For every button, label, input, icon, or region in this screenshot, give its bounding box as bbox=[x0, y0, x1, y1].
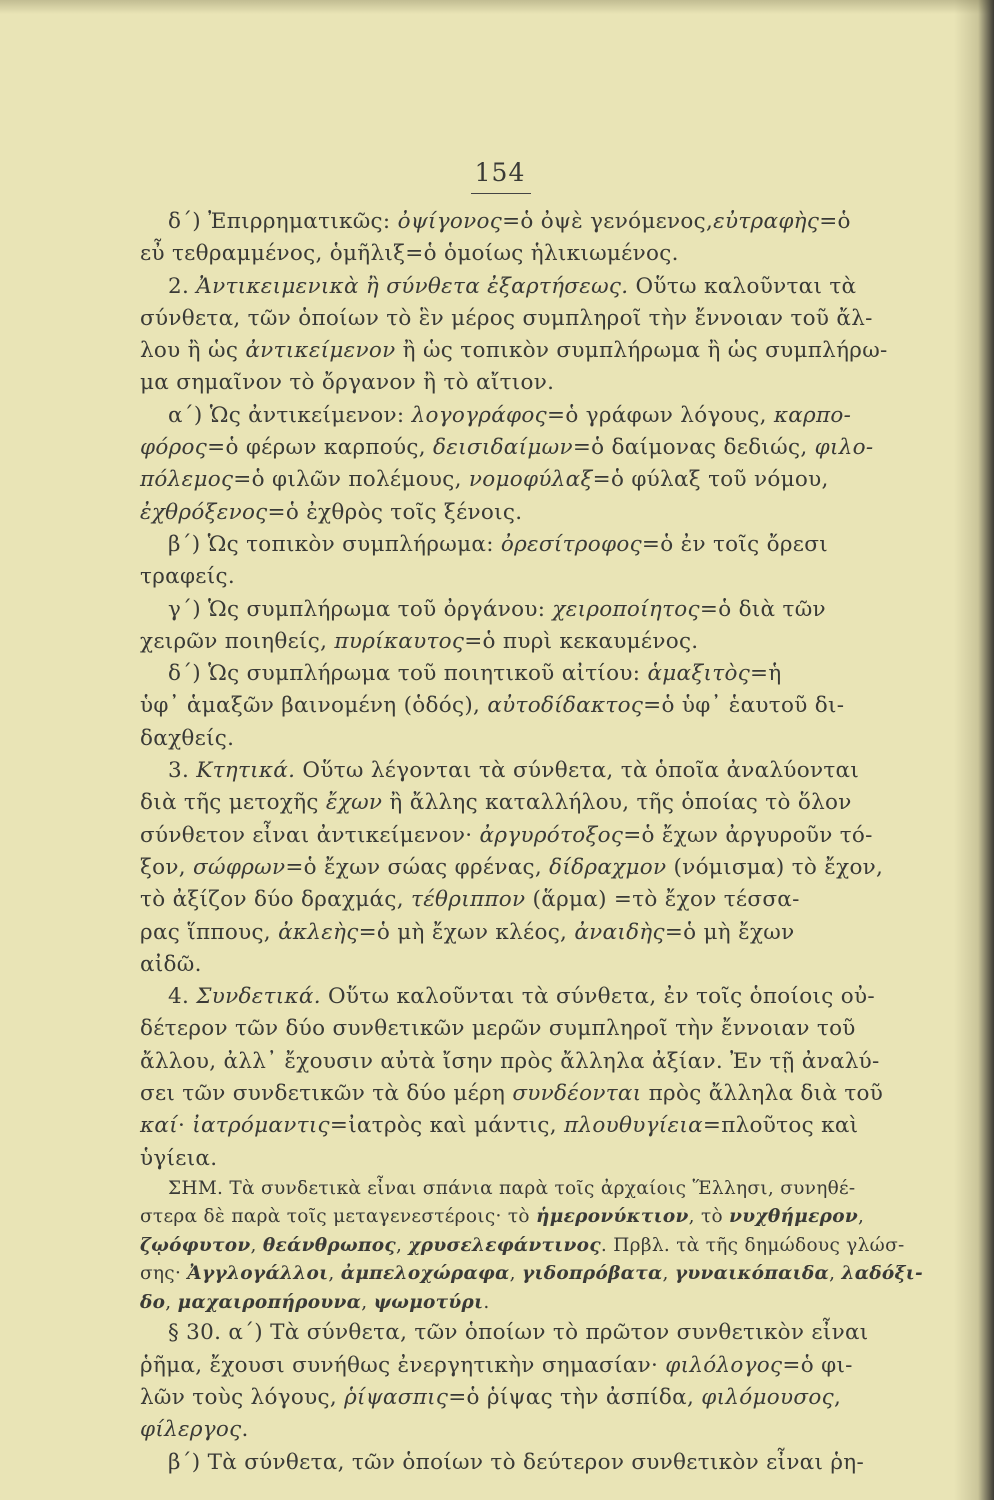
text-line: 2. Ἀντικειμενικὰ ἢ σύνθετα ἐξαρτήσεως. Οὕτω καλοῦνται τὰ bbox=[168, 273, 857, 299]
text-line: δαχθείς. bbox=[140, 725, 235, 751]
text-line: αἰδῶ. bbox=[140, 951, 202, 977]
text-line: τὸ ἀξίζον δύο δραχμάς, τέθριππον (ἅρμα) =τὸ ἔχον τέσσα- bbox=[140, 887, 800, 913]
text-line: ΣΗΜ. Τὰ συνδετικὰ εἶναι σπάνια παρὰ τοῖς ἀρχαίοις Ἕλλησι, συνηθέ- bbox=[168, 1177, 856, 1199]
text-line: μα σημαῖνον τὸ ὄργανον ἢ τὸ αἴτιον. bbox=[140, 370, 555, 396]
text-line: εὖ τεθραμμένος, ὁμῆλιξ=ὁ ὁμοίως ἡλικιωμένος. bbox=[140, 241, 679, 267]
text-line: ὑφ᾽ ἁμαξῶν βαινομένη (ὁδός), αὐτοδίδακτος=ὁ ὑφ᾽ ἑαυτοῦ δι- bbox=[140, 693, 845, 719]
header-rule bbox=[471, 193, 531, 194]
text-line: ῥῆμα, ἔχουσι συνήθως ἐνεργητικὴν σημασίαν· φιλόλογος=ὁ φι- bbox=[140, 1352, 853, 1378]
text-line: σύνθετα, τῶν ὁποίων τὸ ἓν μέρος συμπληροῖ τὴν ἔννοιαν τοῦ ἄλ- bbox=[140, 305, 873, 331]
text-line: λῶν τοὺς λόγους, ῥίψασπις=ὁ ῥίψας τὴν ἀσπίδα, φιλόμουσος, bbox=[140, 1385, 842, 1410]
text-line: γ΄) Ὡς συμπλήρωμα τοῦ ὀργάνου: χειροποίητος=ὁ διὰ τῶν bbox=[168, 596, 826, 622]
text-line: στερα δὲ παρὰ τοῖς μεταγενεστέροις· τὸ ἡμερονύκτιον, τὸ νυχθήμερον, bbox=[140, 1206, 865, 1228]
text-line: φόρος=ὁ φέρων καρπούς, δεισιδαίμων=ὁ δαίμονας δεδιώς, φιλο- bbox=[140, 435, 874, 461]
page-binding-shadow bbox=[954, 0, 994, 1500]
text-line: ἄλλου, ἀλλ᾽ ἔχουσιν αὐτὰ ἴσην πρὸς ἄλληλα ἀξίαν. Ἐν τῇ ἀναλύ- bbox=[140, 1048, 880, 1074]
text-line: καί· ἰατρόμαντις=ἰατρὸς καὶ μάντις, πλουθυγίεια=πλοῦτος καὶ bbox=[140, 1113, 859, 1139]
text-line: σει τῶν συνδετικῶν τὰ δύο μέρη συνδέονται πρὸς ἄλληλα διὰ τοῦ bbox=[140, 1081, 884, 1107]
text-line: ἐχθρόξενος=ὁ ἐχθρὸς τοῖς ξένοις. bbox=[140, 499, 523, 525]
text-line: β΄) Τὰ σύνθετα, τῶν ὁποίων τὸ δεύτερον συνθετικὸν εἶναι ῥη- bbox=[168, 1449, 865, 1475]
text-line: σύνθετον εἶναι ἀντικείμενον· ἀργυρότοξος=ὁ ἔχων ἀργυροῦν τό- bbox=[140, 822, 873, 848]
page-number: 154 bbox=[474, 158, 526, 187]
text-line: χειρῶν ποιηθείς, πυρίκαυτος=ὁ πυρὶ κεκαυμένος. bbox=[140, 628, 699, 654]
text-line: ὑγίεια. bbox=[140, 1145, 218, 1171]
text-line: β΄) Ὡς τοπικὸν συμπλήρωμα: ὀρεσίτροφος=ὁ ἐν τοῖς ὄρεσι bbox=[168, 531, 828, 557]
text-line: 4. Συνδετικά. Οὕτω καλοῦνται τὰ σύνθετα, ἐν τοῖς ὁποίοις οὐ- bbox=[168, 984, 875, 1010]
text-line: πόλεμος=ὁ φιλῶν πολέμους, νομοφύλαξ=ὁ φύλαξ τοῦ νόμου, bbox=[140, 467, 829, 493]
text-line: λου ἢ ὡς ἀντικείμενον ἢ ὡς τοπικὸν συμπλήρωμα ἢ ὡς συμπλήρω- bbox=[140, 338, 888, 364]
page-top-edge bbox=[0, 0, 994, 14]
text-line: σης· Ἀγγλογάλλοι, ἀμπελοχώραφα, γιδοπρόβατα, γυναικόπαιδα, λαδόξι- bbox=[140, 1263, 924, 1285]
text-line: δ΄) Ὡς συμπλήρωμα τοῦ ποιητικοῦ αἰτίου: ἁμαξιτὸς=ἡ bbox=[168, 661, 782, 687]
text-line: δ΄) Ἐπιρρηματικῶς: ὀψίγονος=ὁ ὀψὲ γενόμενος,εὐτραφὴς=ὁ bbox=[168, 209, 851, 234]
text-line: ξον, σώφρων=ὁ ἔχων σώας φρένας, δίδραχμον (νόμισμα) τὸ ἔχον, bbox=[140, 854, 884, 880]
text-line: ζῳόφυτον, θεάνθρωπος, χρυσελεφάντινος. Πρβλ. τὰ τῆς δημώδους γλώσ- bbox=[140, 1234, 905, 1256]
text-line: α΄) Ὡς ἀντικείμενον: λογογράφος=ὁ γράφων λόγους, καρπο- bbox=[168, 402, 852, 428]
text-line: δο, μαχαιροπήρουνα, ψωμοτύρι. bbox=[140, 1291, 490, 1313]
text-line: διὰ τῆς μετοχῆς ἔχων ἢ ἄλλης καταλλήλου, τῆς ὁποίας τὸ ὅλον bbox=[140, 790, 852, 816]
text-line: § 30. α΄) Τὰ σύνθετα, τῶν ὁποίων τὸ πρῶτον συνθετικὸν εἶναι bbox=[168, 1320, 869, 1346]
text-line: 3. Κτητικά. Οὕτω λέγονται τὰ σύνθετα, τὰ ὁποῖα ἀναλύονται bbox=[168, 758, 860, 784]
body-text bbox=[140, 206, 924, 1479]
text-line: ρας ἵππους, ἀκλεὴς=ὁ μὴ ἔχων κλέος, ἀναιδὴς=ὁ μὴ ἔχων bbox=[140, 919, 795, 945]
text-line: φίλεργος. bbox=[140, 1417, 249, 1443]
text-line: τραφείς. bbox=[140, 564, 235, 590]
text-line: δέτερον τῶν δύο συνθετικῶν μερῶν συμπληροῖ τὴν ἔννοιαν τοῦ bbox=[140, 1016, 856, 1042]
